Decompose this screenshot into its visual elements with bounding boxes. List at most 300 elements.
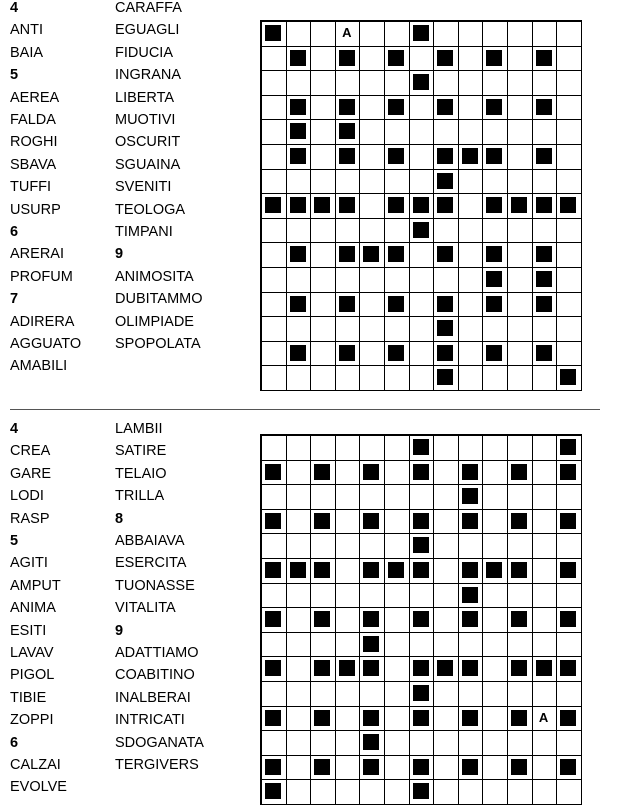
grid-cell[interactable]: [261, 681, 287, 707]
grid-cell[interactable]: [261, 365, 287, 391]
grid-cell[interactable]: [458, 292, 484, 318]
black-cell: [384, 193, 410, 219]
grid-cell[interactable]: [458, 119, 484, 145]
grid-cell[interactable]: [482, 21, 508, 47]
grid-cell[interactable]: [556, 21, 582, 47]
grid-cell[interactable]: [384, 509, 410, 535]
grid-cell[interactable]: [556, 779, 582, 805]
grid-cell[interactable]: [458, 681, 484, 707]
grid-cell[interactable]: [433, 632, 459, 658]
grid-cell[interactable]: [556, 218, 582, 244]
word-entry: ROGHI: [10, 134, 58, 151]
grid-cell[interactable]: [261, 169, 287, 195]
grid-cell[interactable]: [409, 169, 435, 195]
grid-cell[interactable]: [507, 341, 533, 367]
black-cell: [458, 706, 484, 732]
grid-cell[interactable]: [482, 656, 508, 682]
grid-cell[interactable]: [310, 583, 336, 609]
grid-cell[interactable]: [556, 583, 582, 609]
grid-cell[interactable]: [482, 365, 508, 391]
grid-cell[interactable]: [310, 533, 336, 559]
grid-cell[interactable]: [359, 46, 385, 72]
grid-cell[interactable]: [482, 681, 508, 707]
grid-cell[interactable]: [359, 341, 385, 367]
grid-cell[interactable]: [507, 169, 533, 195]
grid-cell[interactable]: [507, 681, 533, 707]
grid-cell[interactable]: [482, 484, 508, 510]
grid-cell[interactable]: [384, 632, 410, 658]
grid-cell[interactable]: [482, 169, 508, 195]
grid-cell[interactable]: [384, 70, 410, 96]
grid-cell[interactable]: [433, 558, 459, 584]
grid-cell[interactable]: [482, 70, 508, 96]
grid-cell[interactable]: [384, 460, 410, 486]
length-heading: 5: [10, 67, 19, 84]
puzzle-grid[interactable]: [260, 434, 582, 805]
grid-cell[interactable]: [310, 144, 336, 170]
grid-cell[interactable]: [261, 95, 287, 121]
word-entry: TELAIO: [115, 465, 167, 482]
grid-cell[interactable]: [261, 119, 287, 145]
black-cell: [482, 193, 508, 219]
grid-cell[interactable]: [482, 779, 508, 805]
black-cell: [556, 435, 582, 461]
grid-cell[interactable]: [532, 779, 558, 805]
grid-cell[interactable]: [286, 435, 312, 461]
grid-cell[interactable]: [310, 435, 336, 461]
grid-cell[interactable]: [409, 730, 435, 756]
grid-cell[interactable]: [335, 632, 361, 658]
grid-cell[interactable]: [359, 365, 385, 391]
grid-cell[interactable]: [507, 632, 533, 658]
grid-cell[interactable]: [433, 218, 459, 244]
grid-cell[interactable]: [359, 70, 385, 96]
grid-cell[interactable]: [286, 656, 312, 682]
length-heading: 9: [115, 246, 124, 263]
grid-cell[interactable]: [409, 316, 435, 342]
grid-cell[interactable]: [384, 730, 410, 756]
grid-cell[interactable]: [458, 533, 484, 559]
grid-cell[interactable]: [556, 730, 582, 756]
grid-cell[interactable]: [507, 267, 533, 293]
grid-cell[interactable]: [359, 144, 385, 170]
word-entry: CREA: [10, 443, 51, 460]
grid-cell[interactable]: [433, 21, 459, 47]
grid-cell[interactable]: [335, 706, 361, 732]
grid-cell[interactable]: [384, 706, 410, 732]
grid-cell[interactable]: [532, 316, 558, 342]
grid-cell[interactable]: [532, 218, 558, 244]
grid-cell[interactable]: [310, 779, 336, 805]
grid-cell[interactable]: [261, 632, 287, 658]
grid-cell[interactable]: [433, 435, 459, 461]
grid-cell[interactable]: [359, 218, 385, 244]
black-cell: [458, 144, 484, 170]
grid-cell[interactable]: [310, 730, 336, 756]
grid-cell[interactable]: [507, 484, 533, 510]
grid-cell[interactable]: [433, 583, 459, 609]
grid-cell[interactable]: [286, 365, 312, 391]
grid-cell[interactable]: [310, 119, 336, 145]
black-cell: [556, 656, 582, 682]
grid-cell[interactable]: [409, 632, 435, 658]
grid-cell[interactable]: [335, 21, 361, 47]
grid-cell[interactable]: [482, 755, 508, 781]
grid-cell[interactable]: [507, 218, 533, 244]
grid-cell[interactable]: [286, 21, 312, 47]
grid-cell[interactable]: [335, 533, 361, 559]
grid-cell[interactable]: [433, 70, 459, 96]
grid-cell[interactable]: [482, 218, 508, 244]
black-cell: [384, 95, 410, 121]
grid-cell[interactable]: [556, 119, 582, 145]
grid-cell[interactable]: [335, 779, 361, 805]
grid-cell[interactable]: [286, 607, 312, 633]
grid-cell[interactable]: [556, 632, 582, 658]
grid-cell[interactable]: [335, 365, 361, 391]
grid-cell[interactable]: [482, 583, 508, 609]
black-cell: [384, 558, 410, 584]
grid-cell[interactable]: [507, 316, 533, 342]
grid-cell[interactable]: [433, 460, 459, 486]
grid-cell[interactable]: [458, 435, 484, 461]
grid-cell[interactable]: [335, 169, 361, 195]
grid-cell[interactable]: [335, 316, 361, 342]
grid-cell[interactable]: [482, 607, 508, 633]
length-heading: 9: [115, 622, 124, 639]
grid-cell[interactable]: [286, 681, 312, 707]
black-cell: [261, 706, 287, 732]
grid-cell[interactable]: [286, 70, 312, 96]
grid-cell[interactable]: [359, 435, 385, 461]
grid-cell[interactable]: [409, 583, 435, 609]
grid-cell[interactable]: [433, 509, 459, 535]
black-cell: [335, 656, 361, 682]
grid-cell[interactable]: [458, 193, 484, 219]
grid-cell[interactable]: [261, 435, 287, 461]
grid-cell[interactable]: [261, 533, 287, 559]
grid-cell[interactable]: [433, 533, 459, 559]
grid-cell[interactable]: [482, 533, 508, 559]
grid-cell[interactable]: [458, 316, 484, 342]
grid-cell[interactable]: [507, 533, 533, 559]
grid-cell[interactable]: [384, 119, 410, 145]
grid-cell[interactable]: [384, 267, 410, 293]
grid-cell[interactable]: [286, 218, 312, 244]
grid-cell[interactable]: [286, 267, 312, 293]
grid-cell[interactable]: [458, 21, 484, 47]
grid-cell[interactable]: [261, 316, 287, 342]
grid-cell[interactable]: [409, 46, 435, 72]
grid-cell[interactable]: [532, 435, 558, 461]
grid-cell[interactable]: [359, 316, 385, 342]
grid-cell[interactable]: [532, 730, 558, 756]
grid-cell[interactable]: [556, 95, 582, 121]
grid-cell[interactable]: [261, 484, 287, 510]
grid-cell[interactable]: [556, 46, 582, 72]
grid-cell[interactable]: [286, 316, 312, 342]
grid-cell[interactable]: [310, 242, 336, 268]
grid-cell[interactable]: [310, 316, 336, 342]
grid-cell[interactable]: [507, 70, 533, 96]
grid-cell[interactable]: [286, 460, 312, 486]
grid-cell[interactable]: [286, 509, 312, 535]
word-entry: ESITI: [10, 622, 47, 639]
black-cell: [532, 267, 558, 293]
grid-cell[interactable]: [261, 267, 287, 293]
black-cell: [482, 95, 508, 121]
grid-cell[interactable]: [384, 656, 410, 682]
grid-cell[interactable]: [286, 484, 312, 510]
word-entry: COABITINO: [115, 667, 195, 684]
word-entry: CALZAI: [10, 757, 61, 773]
grid-cell[interactable]: [335, 681, 361, 707]
black-cell: [310, 193, 336, 219]
grid-cell[interactable]: [433, 267, 459, 293]
grid-cell[interactable]: [532, 119, 558, 145]
black-cell: [556, 755, 582, 781]
grid-cell[interactable]: [286, 730, 312, 756]
grid-cell[interactable]: [556, 70, 582, 96]
grid-cell[interactable]: [433, 706, 459, 732]
grid-cell[interactable]: [359, 484, 385, 510]
grid-cell[interactable]: [556, 267, 582, 293]
grid-cell[interactable]: [335, 484, 361, 510]
grid-cell[interactable]: [458, 267, 484, 293]
grid-cell[interactable]: [458, 242, 484, 268]
grid-cell[interactable]: [458, 46, 484, 72]
grid-cell[interactable]: [310, 632, 336, 658]
grid-cell[interactable]: [384, 365, 410, 391]
grid-cell[interactable]: [335, 435, 361, 461]
grid-cell[interactable]: [335, 509, 361, 535]
grid-cell[interactable]: [409, 119, 435, 145]
grid-cell[interactable]: [384, 607, 410, 633]
grid-cell[interactable]: [261, 218, 287, 244]
grid-cell[interactable]: [507, 46, 533, 72]
grid-cell[interactable]: [310, 484, 336, 510]
grid-cell[interactable]: [433, 755, 459, 781]
grid-cell[interactable]: [384, 755, 410, 781]
grid-cell[interactable]: [310, 169, 336, 195]
grid-cell[interactable]: [433, 681, 459, 707]
grid-cell[interactable]: [310, 681, 336, 707]
grid-cell[interactable]: [507, 144, 533, 170]
grid-cell[interactable]: [384, 435, 410, 461]
grid-cell[interactable]: [507, 365, 533, 391]
grid-cell[interactable]: [433, 607, 459, 633]
grid-cell[interactable]: [507, 779, 533, 805]
grid-cell[interactable]: [556, 533, 582, 559]
grid-cell[interactable]: [458, 730, 484, 756]
grid-cell[interactable]: [556, 484, 582, 510]
grid-cell[interactable]: [310, 70, 336, 96]
grid-cell[interactable]: [261, 730, 287, 756]
grid-cell[interactable]: [532, 583, 558, 609]
grid-cell[interactable]: [458, 218, 484, 244]
grid-cell[interactable]: [532, 533, 558, 559]
grid-cell[interactable]: [409, 242, 435, 268]
grid-cell[interactable]: [409, 144, 435, 170]
grid-cell[interactable]: [286, 632, 312, 658]
grid-cell[interactable]: [310, 341, 336, 367]
grid-cell[interactable]: [556, 341, 582, 367]
grid-cell[interactable]: [532, 509, 558, 535]
grid-cell[interactable]: [556, 242, 582, 268]
grid-cell[interactable]: [286, 755, 312, 781]
grid-cell[interactable]: [433, 779, 459, 805]
grid-cell[interactable]: [482, 435, 508, 461]
grid-cell[interactable]: [335, 558, 361, 584]
grid-cell[interactable]: [384, 484, 410, 510]
grid-cell[interactable]: [433, 730, 459, 756]
grid-cell[interactable]: [261, 583, 287, 609]
grid-cell[interactable]: [359, 533, 385, 559]
grid-cell[interactable]: [532, 558, 558, 584]
grid-cell[interactable]: [286, 169, 312, 195]
grid-cell[interactable]: [556, 292, 582, 318]
grid-cell[interactable]: [384, 681, 410, 707]
grid-cell[interactable]: [458, 365, 484, 391]
grid-cell[interactable]: [433, 484, 459, 510]
grid-cell[interactable]: [458, 95, 484, 121]
grid-cell[interactable]: [532, 632, 558, 658]
grid-cell[interactable]: [532, 755, 558, 781]
grid-cell[interactable]: [532, 169, 558, 195]
black-cell: [384, 292, 410, 318]
grid-cell[interactable]: [310, 292, 336, 318]
grid-cell[interactable]: [556, 144, 582, 170]
grid-cell[interactable]: [532, 607, 558, 633]
grid-cell[interactable]: [286, 706, 312, 732]
grid-cell[interactable]: [359, 119, 385, 145]
grid-cell[interactable]: [310, 218, 336, 244]
grid-cell[interactable]: [409, 292, 435, 318]
grid-cell[interactable]: [507, 435, 533, 461]
grid-cell[interactable]: [458, 169, 484, 195]
grid-cell[interactable]: [286, 583, 312, 609]
grid-cell[interactable]: [507, 292, 533, 318]
grid-cell[interactable]: [507, 242, 533, 268]
grid-cell[interactable]: [359, 681, 385, 707]
grid-cell[interactable]: [335, 755, 361, 781]
grid-cell[interactable]: [359, 583, 385, 609]
grid-cell[interactable]: [507, 95, 533, 121]
grid-cell[interactable]: [384, 779, 410, 805]
black-cell: [409, 435, 435, 461]
grid-cell[interactable]: [458, 779, 484, 805]
grid-cell[interactable]: [335, 730, 361, 756]
grid-cell[interactable]: [359, 267, 385, 293]
word-entry: SDOGANATA: [115, 734, 204, 751]
grid-cell[interactable]: [532, 484, 558, 510]
grid-cell[interactable]: [409, 267, 435, 293]
grid-cell[interactable]: [507, 583, 533, 609]
grid-cell[interactable]: [286, 533, 312, 559]
grid-cell[interactable]: [335, 460, 361, 486]
grid-cell[interactable]: [261, 341, 287, 367]
grid-cell[interactable]: [482, 119, 508, 145]
black-cell: [261, 21, 287, 47]
grid-cell[interactable]: [556, 169, 582, 195]
black-cell: [409, 681, 435, 707]
grid-cell[interactable]: [384, 218, 410, 244]
grid-cell[interactable]: [556, 681, 582, 707]
grid-cell[interactable]: [384, 21, 410, 47]
grid-cell[interactable]: [359, 292, 385, 318]
black-cell: [359, 558, 385, 584]
grid-cell[interactable]: [384, 583, 410, 609]
grid-cell[interactable]: [507, 730, 533, 756]
grid-cell[interactable]: [532, 460, 558, 486]
grid-cell[interactable]: [335, 583, 361, 609]
grid-cell[interactable]: [359, 169, 385, 195]
grid-cell[interactable]: [409, 95, 435, 121]
grid-cell[interactable]: [532, 365, 558, 391]
puzzle-grid[interactable]: [260, 20, 582, 391]
grid-cell[interactable]: [384, 533, 410, 559]
grid-cell[interactable]: [482, 730, 508, 756]
grid-cell[interactable]: [532, 21, 558, 47]
grid-cell[interactable]: [409, 484, 435, 510]
grid-cell[interactable]: [359, 193, 385, 219]
grid-cell[interactable]: [310, 267, 336, 293]
grid-cell[interactable]: [335, 607, 361, 633]
grid-cell[interactable]: [409, 341, 435, 367]
grid-cell[interactable]: [261, 70, 287, 96]
black-cell: [433, 292, 459, 318]
grid-cell[interactable]: [310, 21, 336, 47]
grid-cell[interactable]: [359, 779, 385, 805]
grid-cell[interactable]: [532, 706, 558, 732]
grid-cell[interactable]: [433, 119, 459, 145]
grid-cell[interactable]: [482, 460, 508, 486]
black-cell: [433, 365, 459, 391]
grid-cell[interactable]: [507, 21, 533, 47]
grid-cell[interactable]: [556, 316, 582, 342]
grid-cell[interactable]: [359, 95, 385, 121]
grid-cell[interactable]: [261, 292, 287, 318]
grid-cell[interactable]: [261, 144, 287, 170]
grid-cell[interactable]: [384, 169, 410, 195]
grid-cell[interactable]: [286, 779, 312, 805]
word-entry: TIBIE: [10, 689, 47, 706]
grid-cell[interactable]: [335, 218, 361, 244]
grid-cell[interactable]: [335, 267, 361, 293]
grid-cell[interactable]: [458, 341, 484, 367]
grid-cell[interactable]: [384, 316, 410, 342]
grid-cell[interactable]: [409, 365, 435, 391]
grid-cell[interactable]: [507, 119, 533, 145]
grid-cell[interactable]: [532, 70, 558, 96]
grid-cell[interactable]: [310, 365, 336, 391]
grid-cell[interactable]: [335, 70, 361, 96]
grid-cell[interactable]: [532, 681, 558, 707]
grid-cell[interactable]: [482, 632, 508, 658]
grid-cell[interactable]: [261, 242, 287, 268]
grid-cell[interactable]: [482, 509, 508, 535]
cell-letter: A: [538, 709, 549, 725]
grid-cell[interactable]: [482, 706, 508, 732]
grid-cell[interactable]: [261, 46, 287, 72]
grid-cell[interactable]: [359, 21, 385, 47]
word-entry: USURP: [10, 201, 61, 218]
grid-cell[interactable]: [458, 70, 484, 96]
grid-cell[interactable]: [458, 632, 484, 658]
grid-cell[interactable]: [310, 95, 336, 121]
grid-cell[interactable]: [310, 46, 336, 72]
grid-cell[interactable]: [482, 316, 508, 342]
